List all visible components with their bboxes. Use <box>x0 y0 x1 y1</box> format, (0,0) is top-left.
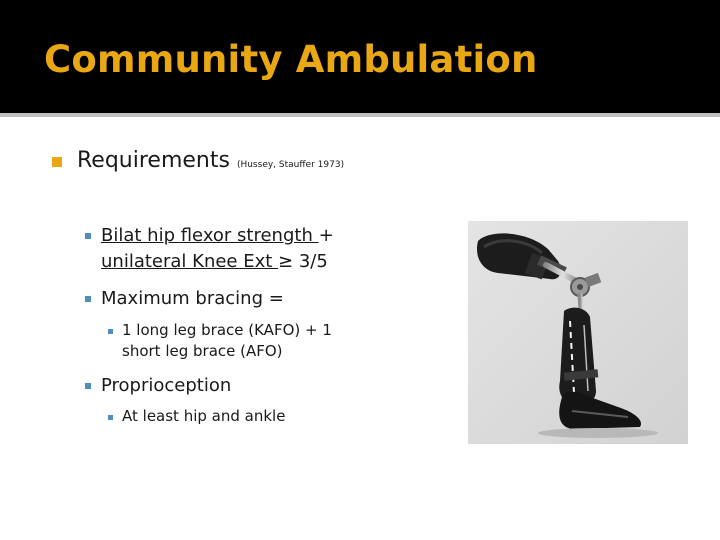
hip-flexor-item <box>101 223 334 275</box>
hip-ankle-item: At least hip and ankle <box>122 407 286 425</box>
max-bracing-item: Maximum bracing = <box>101 288 284 309</box>
plus-sign: + <box>318 225 334 246</box>
brace-item <box>122 320 332 362</box>
afo-text: short leg brace (AFO) <box>122 342 283 360</box>
knee-ext-value: ≥ 3/5 <box>278 251 328 272</box>
kafo-text: 1 long leg brace (KAFO) + 1 <box>122 321 332 339</box>
hip-flexor-text: Bilat hip flexor strength <box>101 225 319 246</box>
bullet-square-icon <box>52 157 62 167</box>
slide-title: Community Ambulation <box>44 38 538 81</box>
bullet-square-icon <box>108 329 113 334</box>
bullet-square-icon <box>108 415 113 420</box>
bullet-square-icon <box>85 296 91 302</box>
bullet-square-icon <box>85 233 91 239</box>
proprioception-item: Proprioception <box>101 375 232 396</box>
leg-brace-photo <box>468 221 688 444</box>
citation-text: (Hussey, Stauffer 1973) <box>236 160 345 170</box>
requirements-heading <box>77 148 344 173</box>
bullet-square-icon <box>85 383 91 389</box>
title-divider <box>0 113 720 117</box>
leg-brace-icon <box>468 221 688 444</box>
knee-ext-text: unilateral Knee Ext <box>101 251 279 272</box>
requirements-label: Requirements <box>77 148 230 173</box>
